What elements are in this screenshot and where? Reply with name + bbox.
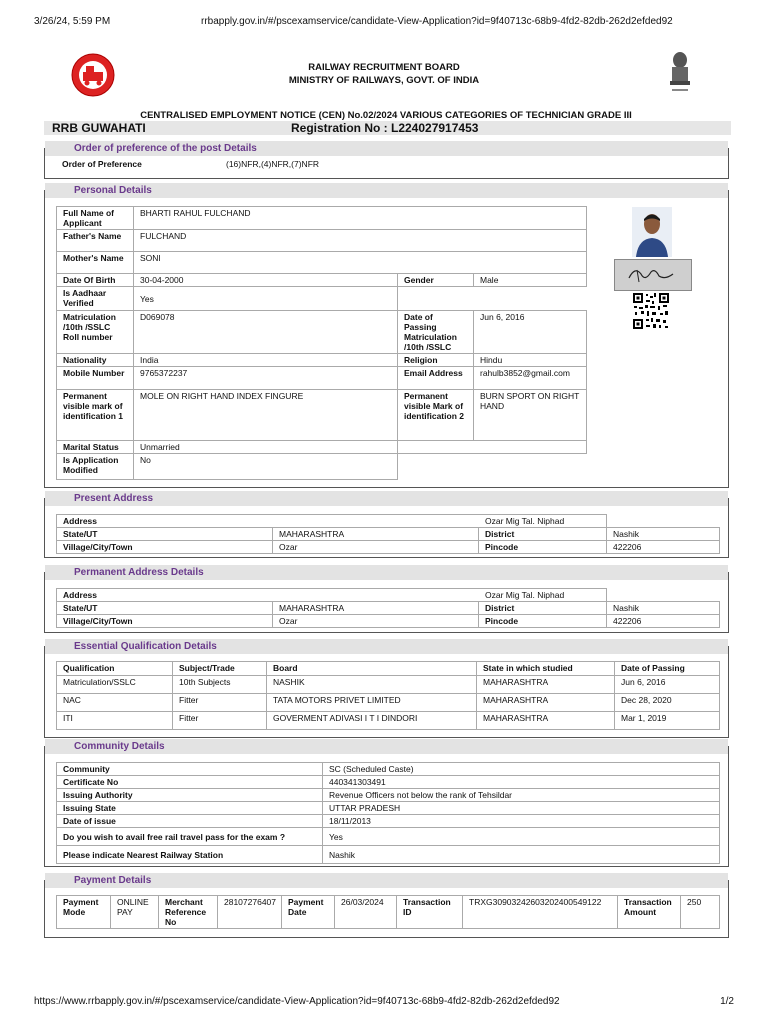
payment-mode-label: Payment Mode bbox=[57, 896, 111, 929]
payment-table bbox=[56, 895, 720, 929]
qualification-heading: Essential Qualification Details bbox=[74, 641, 217, 652]
matric-roll-value: D069078 bbox=[134, 311, 398, 354]
rrb-zone: RRB GUWAHATI bbox=[52, 121, 146, 135]
table-row bbox=[57, 802, 720, 815]
present-pincode-value: 422206 bbox=[607, 541, 720, 554]
matric-date-value: Jun 6, 2016 bbox=[474, 311, 587, 354]
qual-cell: MAHARASHTRA bbox=[477, 694, 615, 712]
board-title bbox=[0, 61, 768, 87]
aadhaar-value: Yes bbox=[134, 287, 398, 311]
community-label: Issuing State bbox=[57, 802, 323, 815]
community-label: Date of issue bbox=[57, 815, 323, 828]
present-address-label: Address bbox=[57, 515, 607, 528]
matric-date-label: Date of Passing Matriculation /10th /SSLC bbox=[398, 311, 474, 354]
qual-cell: GOVERMENT ADIVASI I T I DINDORI bbox=[267, 712, 477, 730]
community-label: Community bbox=[57, 763, 323, 776]
print-footer bbox=[34, 996, 738, 1010]
table-row bbox=[57, 815, 720, 828]
transaction-amount-label: Transaction Amount bbox=[618, 896, 681, 929]
community-value: SC (Scheduled Caste) bbox=[323, 763, 720, 776]
permanent-village-label: Village/City/Town bbox=[57, 615, 273, 628]
table-row bbox=[57, 896, 720, 929]
applicant-photo bbox=[632, 207, 672, 257]
preference-label: Order of Preference bbox=[62, 159, 142, 169]
section-header bbox=[45, 639, 728, 654]
mark1-label: Permanent visible mark of identification 1 bbox=[57, 390, 134, 441]
permanent-village-value: Ozar bbox=[273, 615, 479, 628]
ministry-name: MINISTRY OF RAILWAYS, GOVT. OF INDIA bbox=[288, 75, 480, 86]
qual-cell: Fitter bbox=[173, 712, 267, 730]
print-url: rrbapply.gov.in/#/pscexamservice/candidate-View-Application?id=9f40713c-68b9-4fd2-82db-262d2efded92 bbox=[201, 16, 673, 27]
footer-url: https://www.rrbapply.gov.in/#/pscexamservice/candidate-View-Application?id=9f40713c-68b9-4fd2-82db-262d2efded92 bbox=[34, 996, 560, 1007]
permanent-address-value: Ozar Mig Tal. Niphad bbox=[485, 590, 565, 600]
qual-cell: Dec 28, 2020 bbox=[615, 694, 720, 712]
nationality-value: India bbox=[134, 354, 398, 367]
modified-label: Is Application Modified bbox=[57, 454, 134, 480]
marital-value: Unmarried bbox=[134, 441, 398, 454]
present-district-label: District bbox=[479, 528, 607, 541]
qr-code-icon bbox=[632, 292, 670, 330]
mother-name-value: SONI bbox=[134, 252, 587, 274]
preference-value: (16)NFR,(4)NFR,(7)NFR bbox=[226, 159, 320, 169]
marital-label: Marital Status bbox=[57, 441, 134, 454]
present-village-label: Village/City/Town bbox=[57, 541, 273, 554]
qual-cell: Matriculation/SSLC bbox=[57, 676, 173, 694]
preference-heading: Order of preference of the post Details bbox=[74, 143, 257, 154]
preference-section bbox=[44, 143, 729, 179]
community-heading: Community Details bbox=[74, 741, 165, 752]
qual-cell: Mar 1, 2019 bbox=[615, 712, 720, 730]
full-name-value: BHARTI RAHUL FULCHAND bbox=[134, 207, 587, 230]
community-label: Issuing Authority bbox=[57, 789, 323, 802]
table-row bbox=[57, 763, 720, 776]
qual-col-header: Date of Passing bbox=[615, 662, 720, 676]
nationality-label: Nationality bbox=[57, 354, 134, 367]
section-header bbox=[45, 491, 728, 506]
email-label: Email Address bbox=[398, 367, 474, 390]
mother-name-label: Mother's Name bbox=[57, 252, 134, 274]
person-icon bbox=[632, 207, 672, 257]
table-row bbox=[57, 846, 720, 864]
qual-cell: MAHARASHTRA bbox=[477, 712, 615, 730]
dob-value: 30-04-2000 bbox=[134, 274, 398, 287]
registration-number: Registration No : L224027917453 bbox=[291, 121, 479, 135]
mark1-value: MOLE ON RIGHT HAND INDEX FINGURE bbox=[134, 390, 398, 441]
section-header bbox=[45, 183, 728, 198]
qual-cell: Jun 6, 2016 bbox=[615, 676, 720, 694]
transaction-id-value: TRXG3090324260320240054912​2 bbox=[463, 896, 618, 929]
mark2-label: Permanent visible Mark of identification 2 bbox=[398, 390, 474, 441]
community-value: Revenue Officers not below the rank of Tehsildar bbox=[323, 789, 720, 802]
community-label: Please indicate Nearest Railway Station bbox=[57, 846, 323, 864]
merchant-ref-value: 28107276407 bbox=[218, 896, 282, 929]
registration-bar bbox=[44, 121, 731, 135]
father-name-value: FULCHAND bbox=[134, 230, 587, 252]
qual-cell: TATA MOTORS PRIVET LIMITED bbox=[267, 694, 477, 712]
board-name: RAILWAY RECRUITMENT BOARD bbox=[308, 62, 460, 73]
personal-heading: Personal Details bbox=[74, 185, 152, 196]
qual-col-header: Subject/Trade bbox=[173, 662, 267, 676]
qual-col-header: Qualification bbox=[57, 662, 173, 676]
gender-value: Male bbox=[474, 274, 587, 287]
permanent-address-label: Address bbox=[57, 589, 607, 602]
permanent-district-label: District bbox=[479, 602, 607, 615]
payment-date-value: 26/03/2024 bbox=[335, 896, 397, 929]
mobile-value: 9765372237 bbox=[134, 367, 398, 390]
present-state-value: MAHARASHTRA bbox=[273, 528, 479, 541]
section-header bbox=[45, 739, 728, 754]
qual-cell: 10th Subjects bbox=[173, 676, 267, 694]
permanent-address-heading: Permanent Address Details bbox=[74, 567, 204, 578]
gender-label: Gender bbox=[398, 274, 474, 287]
cen-title: CENTRALISED EMPLOYMENT NOTICE (CEN) No.02/2024 VARIOUS CATEGORIES OF TECHNICIAN GRADE III bbox=[140, 110, 632, 121]
permanent-state-value: MAHARASHTRA bbox=[273, 602, 479, 615]
community-value: UTTAR PRADESH bbox=[323, 802, 720, 815]
modified-value: No bbox=[134, 454, 398, 480]
present-state-label: State/UT bbox=[57, 528, 273, 541]
community-value: 440341303491 bbox=[323, 776, 720, 789]
payment-mode-value: ONLINE PAY bbox=[111, 896, 159, 929]
qual-cell: ITI bbox=[57, 712, 173, 730]
present-address-heading: Present Address bbox=[74, 493, 154, 504]
section-header bbox=[45, 141, 728, 156]
print-header bbox=[34, 16, 738, 30]
table-row bbox=[57, 712, 720, 730]
table-row bbox=[57, 694, 720, 712]
section-header bbox=[45, 565, 728, 580]
matric-roll-label: Matriculation /10th /SSLC Roll number bbox=[57, 311, 134, 354]
religion-value: Hindu bbox=[474, 354, 587, 367]
qual-col-header: State in which studied bbox=[477, 662, 615, 676]
payment-heading: Payment Details bbox=[74, 875, 152, 886]
qual-cell: NAC bbox=[57, 694, 173, 712]
present-address-value: Ozar Mig Tal. Niphad bbox=[485, 516, 565, 526]
qual-cell: MAHARASHTRA bbox=[477, 676, 615, 694]
permanent-pincode-value: 422206 bbox=[607, 615, 720, 628]
merchant-ref-label: Merchant Reference No bbox=[159, 896, 218, 929]
personal-table bbox=[56, 206, 587, 480]
page-number: 1/2 bbox=[720, 996, 734, 1007]
present-district-value: Nashik bbox=[607, 528, 720, 541]
payment-date-label: Payment Date bbox=[282, 896, 335, 929]
mobile-label: Mobile Number bbox=[57, 367, 134, 390]
table-row bbox=[57, 828, 720, 846]
qualification-table bbox=[56, 661, 720, 730]
mark2-value: BURN SPORT ON RIGHT HAND bbox=[474, 390, 587, 441]
community-value: Yes bbox=[323, 828, 720, 846]
father-name-label: Father's Name bbox=[57, 230, 134, 252]
table-row bbox=[57, 789, 720, 802]
community-value: 18/11/2013 bbox=[323, 815, 720, 828]
community-label: Certificate No bbox=[57, 776, 323, 789]
permanent-address-table bbox=[56, 588, 720, 628]
qual-col-header: Board bbox=[267, 662, 477, 676]
full-name-label: Full Name of Applicant bbox=[57, 207, 134, 230]
transaction-id-label: Transaction ID bbox=[397, 896, 463, 929]
qual-cell: NASHIK bbox=[267, 676, 477, 694]
table-row bbox=[57, 676, 720, 694]
applicant-signature bbox=[614, 259, 692, 291]
community-table bbox=[56, 762, 720, 864]
permanent-pincode-label: Pincode bbox=[479, 615, 607, 628]
qual-cell: Fitter bbox=[173, 694, 267, 712]
aadhaar-label: Is Aadhaar Verified bbox=[57, 287, 134, 311]
present-village-value: Ozar bbox=[273, 541, 479, 554]
present-address-table bbox=[56, 514, 720, 554]
email-value: rahulb3852@gmail.com bbox=[474, 367, 587, 390]
transaction-amount-value: 250 bbox=[681, 896, 720, 929]
community-label: Do you wish to avail free rail travel pass for the exam ? bbox=[57, 828, 323, 846]
print-datetime: 3/26/24, 5:59 PM bbox=[34, 16, 111, 27]
community-value: Nashik bbox=[323, 846, 720, 864]
permanent-state-label: State/UT bbox=[57, 602, 273, 615]
permanent-district-value: Nashik bbox=[607, 602, 720, 615]
present-pincode-label: Pincode bbox=[479, 541, 607, 554]
signature-icon bbox=[615, 260, 691, 290]
section-header bbox=[45, 873, 728, 888]
table-row bbox=[57, 776, 720, 789]
dob-label: Date Of Birth bbox=[57, 274, 134, 287]
religion-label: Religion bbox=[398, 354, 474, 367]
